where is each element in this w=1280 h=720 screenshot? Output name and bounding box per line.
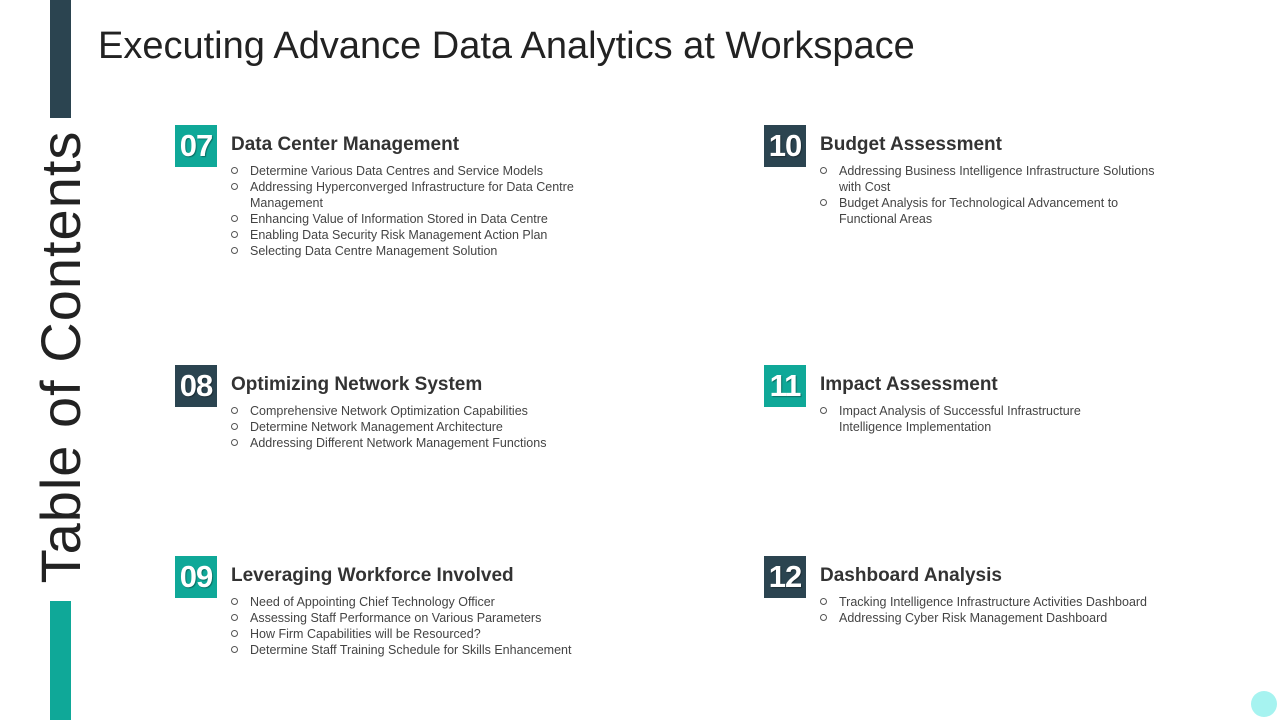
bullet-circle-icon — [231, 247, 238, 254]
section-bullet-list — [820, 163, 1165, 227]
list-item-text: Budget Analysis for Technological Advancement to Functional Areas — [839, 196, 1119, 226]
section-11 — [764, 365, 1204, 445]
bullet-circle-icon — [231, 423, 238, 430]
list-item — [231, 435, 621, 451]
list-item-text: Determine Network Management Architecture — [250, 420, 503, 434]
section-bullet-list — [820, 594, 1220, 626]
section-number-badge: 10 — [764, 125, 806, 167]
bullet-circle-icon — [231, 614, 238, 621]
list-item-text: Determine Staff Training Schedule for Skills Enhancement — [250, 643, 572, 657]
list-item-text: Impact Analysis of Successful Infrastructure Intelligence Implementation — [839, 404, 1081, 434]
list-item — [231, 211, 601, 227]
bullet-circle-icon — [231, 646, 238, 653]
section-10 — [764, 125, 1204, 235]
list-item — [231, 419, 621, 435]
section-08 — [175, 365, 635, 465]
list-item-text: Selecting Data Centre Management Solution — [250, 244, 498, 258]
list-item-text: Addressing Hyperconverged Infrastructure for Data Centre Management — [250, 180, 574, 210]
list-item — [820, 610, 1220, 626]
section-title: Budget Assessment — [820, 134, 1002, 155]
bullet-circle-icon — [231, 167, 238, 174]
section-07 — [175, 125, 635, 275]
section-title: Data Center Management — [231, 134, 460, 155]
accent-bar-top — [50, 0, 71, 118]
list-item — [231, 642, 631, 658]
section-title: Impact Assessment — [820, 374, 998, 395]
list-item — [231, 179, 601, 211]
section-title: Dashboard Analysis — [820, 565, 1002, 586]
list-item-text: Assessing Staff Performance on Various Parameters — [250, 611, 542, 625]
list-item — [820, 594, 1220, 610]
bullet-circle-icon — [231, 630, 238, 637]
list-item-text: Addressing Different Network Management Functions — [250, 436, 547, 450]
corner-decoration-circle — [1251, 691, 1277, 717]
list-item — [231, 610, 631, 626]
list-item-text: Determine Various Data Centres and Service Models — [250, 164, 543, 178]
list-item-text: Comprehensive Network Optimization Capabilities — [250, 404, 528, 418]
list-item-text: Tracking Intelligence Infrastructure Activities Dashboard — [839, 595, 1148, 609]
list-item — [820, 195, 1165, 227]
section-number-badge: 12 — [764, 556, 806, 598]
list-item — [820, 163, 1165, 195]
section-bullet-list — [231, 594, 631, 658]
bullet-circle-icon — [231, 407, 238, 414]
section-bullet-list — [231, 403, 621, 451]
bullet-circle-icon — [820, 407, 827, 414]
list-item-text: Addressing Cyber Risk Management Dashboard — [839, 611, 1108, 625]
bullet-circle-icon — [820, 614, 827, 621]
section-title: Optimizing Network System — [231, 374, 483, 395]
section-number-badge: 08 — [175, 365, 217, 407]
bullet-circle-icon — [820, 167, 827, 174]
bullet-circle-icon — [231, 215, 238, 222]
list-item — [231, 227, 601, 243]
section-09 — [175, 556, 635, 666]
accent-bar-bottom — [50, 601, 71, 720]
list-item — [231, 163, 601, 179]
bullet-circle-icon — [231, 183, 238, 190]
list-item-text: Need of Appointing Chief Technology Officer — [250, 595, 495, 609]
section-12 — [764, 556, 1224, 636]
list-item — [231, 403, 621, 419]
section-bullet-list — [231, 163, 601, 259]
bullet-circle-icon — [820, 598, 827, 605]
section-number-badge: 09 — [175, 556, 217, 598]
section-number-badge: 07 — [175, 125, 217, 167]
vertical-title: Table of Contents — [29, 130, 92, 584]
bullet-circle-icon — [231, 439, 238, 446]
list-item — [820, 403, 1120, 435]
list-item-text: Enhancing Value of Information Stored in Data Centre — [250, 212, 548, 226]
page-title: Executing Advance Data Analytics at Workspace — [98, 25, 915, 67]
bullet-circle-icon — [820, 199, 827, 206]
bullet-circle-icon — [231, 231, 238, 238]
list-item — [231, 594, 631, 610]
list-item-text: How Firm Capabilities will be Resourced? — [250, 627, 481, 641]
list-item-text: Enabling Data Security Risk Management Action Plan — [250, 228, 548, 242]
section-bullet-list — [820, 403, 1120, 435]
bullet-circle-icon — [231, 598, 238, 605]
list-item — [231, 243, 601, 259]
list-item — [231, 626, 631, 642]
list-item-text: Addressing Business Intelligence Infrastructure Solutions with Cost — [839, 164, 1155, 194]
section-title: Leveraging Workforce Involved — [231, 565, 514, 586]
section-number-badge: 11 — [764, 365, 806, 407]
